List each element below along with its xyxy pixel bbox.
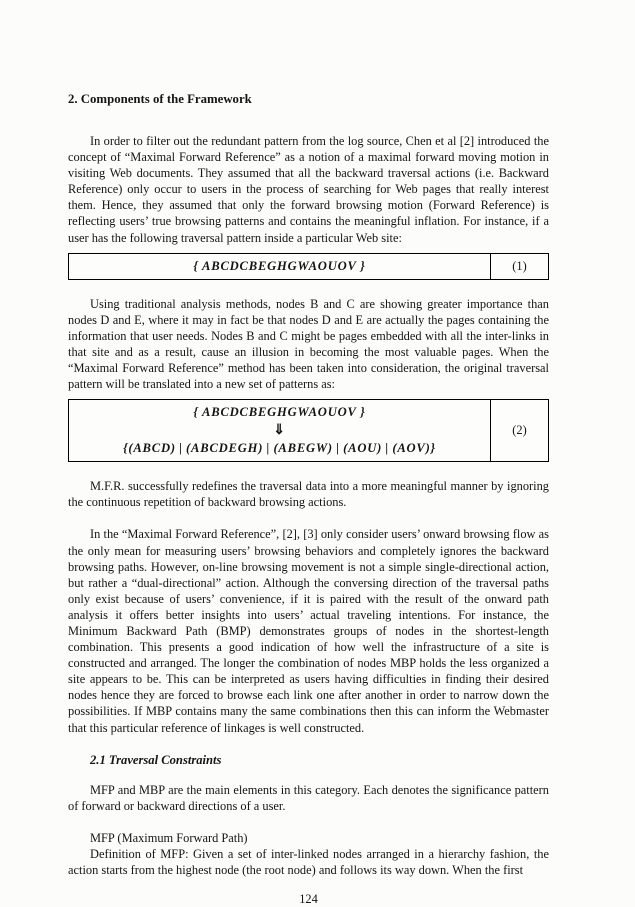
equation-box-1 [68,253,549,280]
paragraph-dual-directional: In the “Maximal Forward Reference”, [2], [3] only consider users’ onward browsing flow as the only mean for measuring users’ browsing behaviors and completely ignores the backward browsing paths. However, on-line browsing movement is not a simple single-directional action, but rather a “dual-directional” action. Although the conversing direction of the traversal paths only exist because of users’ convenience, if it is paired with the result of the onward path analysis it offers better insights into users’ actual traveling intentions. For instance, the Minimum Backward Path (BMP) demonstrates groups of nodes in the shortest-length combination. This presents a good indication of how well the infrastructure of a site is constructed and arranged. The longer the combination of nodes MBP holds the less organized a site appears to be. This can be interpreted as users having difficulties in finding their desired nodes hence they are forced to browse each link one after another in order to narrow down the possibilities. If MBP contains many the same combinations then this can inform the Webmaster that this particular reference of linkages is well constructed. [68,527,549,735]
paragraph-mfp-mbp-category: MFP and MBP are the main elements in this category. Each denotes the significance pattern of forward or backward directions of a user. [68,782,549,813]
subsection-heading: 2.1 Traversal Constraints [90,752,222,767]
paragraph-mfp-title-line: MFP (Maximum Forward Path) [90,830,248,845]
equation-2-expression-top: { ABCDCBEGHGWAOUOV } [193,405,366,420]
paper-page [68,92,549,907]
equation-2-expression-bottom: {(ABCD) | (ABCDEGH) | (ABEGW) | (AOU) | (AOV)} [123,441,436,456]
page-number: 124 [299,892,318,907]
paragraph-intro-mfr: In order to filter out the redundant pattern from the log source, Chen et al [2] introduced the concept of “Maximal Forward Reference” as a notion of a maximal forward moving motion in visiting Web documents. They assumed that all the backward traversal actions (i.e. Backward Reference) only occur to users in the process of searching for Web pages that really interest them. Hence, they assumed that only the forward browsing motion (Forward Reference) is reflecting users’ true browsing patterns and contains the meaningful inflation. For instance, if a user has the following traversal pattern inside a particular Web site: [68,134,549,245]
equation-box-2 [68,399,549,462]
paragraph-mfr-redefines: M.F.R. successfully redefines the traversal data into a more meaningful manner by ignoring the continuous repetition of backward browsing actions. [68,479,549,510]
double-down-arrow-icon: ⇓ [273,423,286,439]
paragraph-mfp-definition: Definition of MFP: Given a set of inter-linked nodes arranged in a hierarchy fashion, the action starts from the highest node (the root node) and follows its way down. When the first [68,846,549,877]
equation-1-expression: { ABCDCBEGHGWAOUOV } [193,258,366,273]
equation-2-cell [69,400,490,461]
equation-1-cell [69,254,490,279]
equation-2-number: (2) [490,400,548,461]
section-heading: 2. Components of the Framework [68,92,252,106]
equation-1-number: (1) [490,254,548,279]
paragraph-traditional-analysis: Using traditional analysis methods, nodes B and C are showing greater importance than nodes D and E, where it may in fact be that nodes D and E are actually the pages containing the information that user needs. Nodes B and C might be pages embedded with all the inter-links in that site and as a result, cause an illusion in becoming the most valuable pages. When the “Maximal Forward Reference” method has been taken into consideration, the original traversal pattern will be translated into a new set of patterns as: [68,296,549,392]
